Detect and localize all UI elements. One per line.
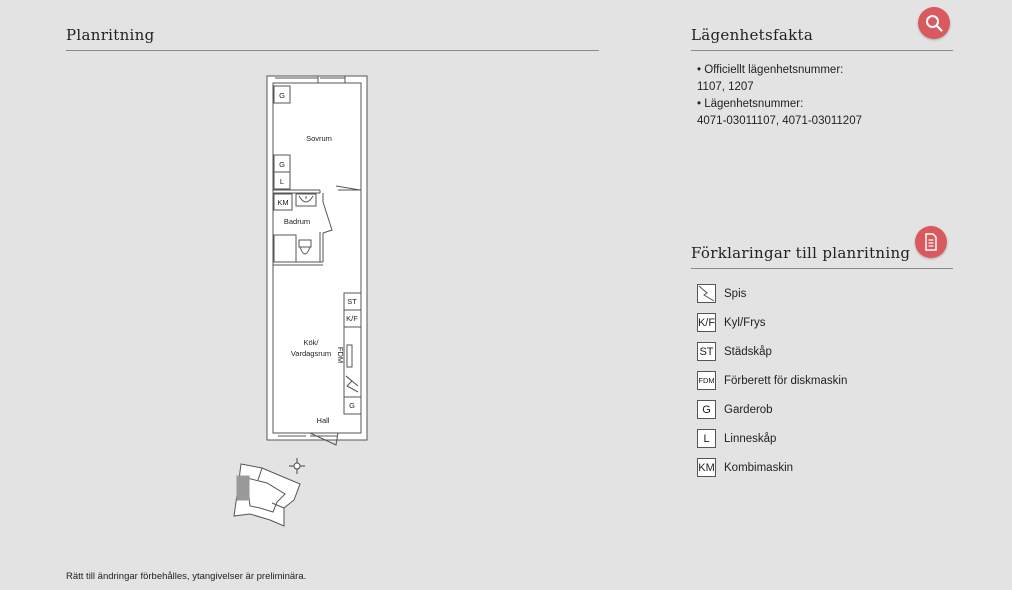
legend-label: Linneskåp: [724, 432, 777, 445]
legend-code: FDM: [697, 371, 716, 390]
facts-line: • Lägenhetsnummer:: [697, 98, 804, 110]
legend-code: K/F: [697, 313, 716, 332]
lagenhetsfakta-title: Lägenhetsfakta: [691, 26, 814, 44]
facts-line: 1107, 1207: [697, 81, 754, 93]
planritning-title: Planritning: [66, 26, 155, 44]
legend-item: [697, 279, 847, 308]
facts-line: 4071-03011107, 4071-03011207: [697, 115, 862, 127]
wardrobe-mark-2: G: [279, 160, 285, 169]
legend-label: Kombimaskin: [724, 461, 794, 474]
document-icon: [923, 233, 939, 251]
forklaringar-title: Förklaringar till planritning: [691, 244, 911, 262]
facts-line: • Officiellt lägenhetsnummer:: [697, 64, 844, 76]
legend-code: KM: [697, 458, 716, 477]
legend-label: Förberett för diskmaskin: [724, 374, 848, 387]
legend-item: [697, 366, 847, 395]
apartment-facts: [697, 62, 862, 130]
wardrobe-mark-3: G: [349, 401, 355, 410]
room-label-badrum: Badrum: [283, 217, 311, 226]
cleaning-closet-mark: ST: [347, 297, 357, 306]
legend-item: [697, 308, 847, 337]
document-button[interactable]: [915, 226, 947, 258]
room-label-vardagsrum: Vardagsrum: [290, 349, 332, 358]
wardrobe-mark-1: G: [279, 91, 285, 100]
legend-code: ST: [697, 342, 716, 361]
room-label-sovrum: Sovrum: [306, 134, 332, 143]
compass-icon: [289, 458, 305, 474]
search-icon: [925, 14, 943, 32]
combi-machine-mark: KM: [277, 198, 289, 207]
search-button[interactable]: [918, 7, 950, 39]
building-key-plan: [234, 464, 300, 526]
room-label-kok: Kök/: [303, 338, 319, 347]
legend-label: Garderob: [724, 403, 773, 416]
legend-item: [697, 337, 847, 366]
forklaringar-divider: [691, 268, 953, 269]
legend-item: [697, 395, 847, 424]
fridge-freezer-mark: K/F: [346, 314, 358, 323]
legend-label: Städskåp: [724, 345, 772, 358]
lagenhetsfakta-divider: [691, 50, 953, 51]
legend-label: Spis: [724, 287, 747, 300]
dishwasher-prep-mark: FDM: [336, 346, 345, 364]
legend-code: G: [697, 400, 716, 419]
legend-item: [697, 424, 847, 453]
room-label-hall: Hall: [316, 416, 330, 425]
legend-label: Kyl/Frys: [724, 316, 766, 329]
linen-mark: L: [279, 177, 285, 186]
legend-list: [697, 279, 847, 482]
legend-item: [697, 453, 847, 482]
legend-code: [697, 284, 716, 303]
stove-icon: [698, 285, 715, 302]
legend-code: L: [697, 429, 716, 448]
disclaimer-text: Rätt till ändringar förbehålles, ytangivelser är preliminära.: [66, 571, 307, 582]
